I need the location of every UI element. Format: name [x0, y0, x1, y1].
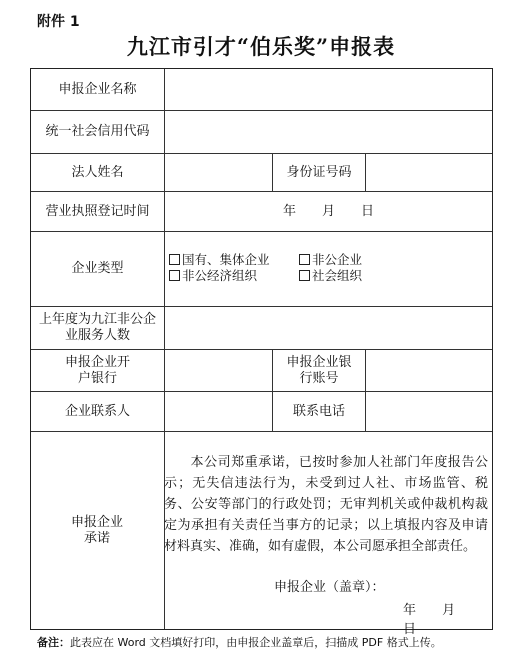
registration-date-field[interactable]: 年 月 日 [282, 203, 374, 219]
footnote [37, 634, 442, 650]
checkbox-icon [299, 254, 310, 265]
application-form [30, 68, 493, 637]
account-field[interactable] [366, 350, 492, 391]
bank-field[interactable] [165, 350, 272, 391]
account-label: 申报企业银行账号 [286, 354, 352, 386]
credit-code-field[interactable] [165, 111, 492, 153]
phone-field[interactable] [366, 392, 492, 431]
id-number-field[interactable] [366, 154, 492, 191]
pledge-label: 申报企业承诺 [70, 514, 123, 546]
registration-time-label: 营业执照登记时间 [45, 203, 150, 219]
service-count-label: 上年度为九江非公企业服务人数 [38, 312, 156, 343]
id-number-label: 身份证号码 [286, 164, 352, 180]
legal-person-field[interactable] [165, 154, 272, 191]
service-count-field[interactable] [165, 307, 492, 349]
credit-code-label: 统一社会信用代码 [45, 124, 150, 139]
page-title: 九江市引才“伯乐奖”申报表 [126, 34, 396, 59]
seal-line[interactable]: 申报企业（盖章）： [274, 580, 385, 595]
checkbox-icon [169, 254, 180, 265]
footnote-text: 此表应在 Word 文档填好打印，由申报企业盖章后，扫描成 PDF 格式上传。 [70, 636, 442, 649]
legal-person-label: 法人姓名 [71, 164, 124, 180]
phone-label: 联系电话 [292, 403, 345, 419]
sign-date[interactable]: 年 月 日 [403, 603, 456, 637]
company-name-label: 申报企业名称 [58, 81, 137, 97]
footnote-label: 备注： [37, 636, 70, 649]
attachment-label: 附件 1 [37, 14, 80, 30]
company-type-option-social-org[interactable]: 社会组织 [299, 266, 362, 284]
company-type-option-state[interactable]: 国有、集体企业 [169, 250, 270, 268]
contact-field[interactable] [165, 392, 272, 431]
company-type-label: 企业类型 [71, 261, 124, 276]
bank-label: 申报企业开户银行 [64, 354, 130, 386]
company-type-option-private[interactable]: 非公企业 [299, 250, 362, 268]
checkbox-icon [299, 270, 310, 281]
company-name-field[interactable] [165, 69, 492, 110]
checkbox-icon [169, 270, 180, 281]
contact-label: 企业联系人 [64, 403, 130, 419]
company-type-option-private-org[interactable]: 非公经济组织 [169, 266, 257, 284]
pledge-text: 本公司郑重承诺，已按时参加人社部门年度报告公示；无失信违法行为，未受到过人社、市场监管、税务、公安等部门的行政处罚；无审判机关或仲裁机构裁定为承担有关责任当事方的记录；以上填报内容及申请材料真实、准确，如有虚假，本公司愿承担全部责任。 [164, 455, 488, 554]
